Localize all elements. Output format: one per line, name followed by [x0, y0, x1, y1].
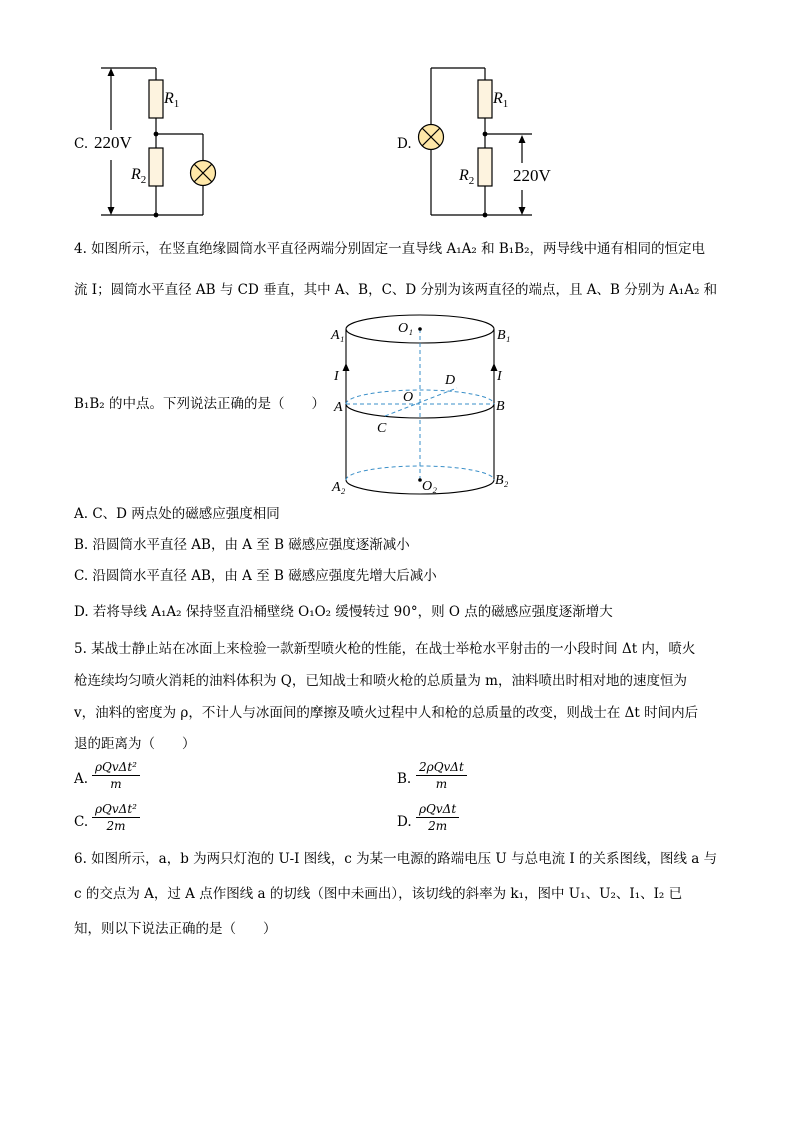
- q5-stem-line2: 枪连续均匀喷火消耗的油料体积为 Q，已知战士和喷火枪的总质量为 m，油料喷出时相对地的速度恒为: [74, 673, 687, 689]
- q4-stem-line1: 4. 如图所示，在竖直绝缘圆筒水平直径两端分别固定一直导线 A₁A₂ 和 B₁B₂，两导线中通有相同的恒定电: [74, 241, 706, 257]
- q4-option-c: C. 沿圆筒水平直径 AB，由 A 至 B 磁感应强度先增大后减小: [74, 568, 437, 584]
- resistor-r1: [149, 80, 163, 118]
- q5-option-a-denominator: m: [110, 777, 122, 791]
- q5-stem-line3: v，油料的密度为 ρ，不计人与冰面间的摩擦及喷火过程中人和枪的总质量的改变，则战士在 Δt 时间内后: [74, 705, 699, 721]
- label-d: D: [445, 373, 456, 388]
- label-a2: A₂: [332, 480, 346, 495]
- q6-stem-line2: c 的交点为 A，过 A 点作图线 a 的切线（图中未画出），该切线的斜率为 k₁，图中 U₁、U₂、I₁、I₂ 已: [74, 886, 683, 902]
- q5-option-a-numerator: ρQvΔt²: [92, 760, 140, 776]
- circuit-d-voltage: 220V: [513, 166, 551, 185]
- q5-option-c-label: C.: [74, 814, 89, 830]
- q5-option-d-numerator: ρQvΔt: [416, 802, 459, 818]
- q5-stem-line4: 退的距离为（ ）: [74, 736, 196, 752]
- q6-stem-line3: 知，则以下说法正确的是（ ）: [74, 921, 277, 937]
- q5-option-b-fraction: [416, 760, 467, 791]
- circuit-d: [410, 60, 560, 225]
- circuit-c-option-label: C.: [74, 136, 89, 152]
- q4-option-a: A. C、D 两点处的磁感应强度相同: [74, 506, 280, 522]
- resistor-r2: [478, 148, 492, 186]
- r2-label: $R_2$: [131, 166, 147, 186]
- label-i-left: I: [334, 369, 339, 384]
- circuit-c-voltage: 220V: [94, 133, 132, 152]
- q5-option-c-denominator: 2m: [106, 819, 126, 833]
- q5-stem-line1: 5. 某战士静止站在冰面上来检验一款新型喷火枪的性能，在战士举枪水平射击的一小段时间 Δt 内，喷火: [74, 641, 696, 657]
- q6-stem-line1: 6. 如图所示，a，b 为两只灯泡的 U-I 图线，c 为某一电源的路端电压 U 与总电流 I 的关系图线，图线 a 与: [74, 851, 718, 867]
- q5-option-b-denominator: m: [435, 777, 448, 791]
- q5-option-b-numerator: 2ρQvΔt: [416, 760, 467, 776]
- q4-option-d: D. 若将导线 A₁A₂ 保持竖直沿桶壁绕 O₁O₂ 缓慢转过 90°，则 O 点的磁感应强度逐渐增大: [74, 604, 613, 620]
- circuit-d-diagram: [410, 60, 560, 225]
- label-a1: A₁: [331, 328, 345, 343]
- r1-label: $R_1$: [164, 90, 180, 110]
- q5-option-d-denominator: 2m: [428, 819, 448, 833]
- q5-option-a-fraction: [92, 760, 140, 791]
- q4-option-b: B. 沿圆筒水平直径 AB，由 A 至 B 磁感应强度逐渐减小: [74, 537, 410, 553]
- r1-label: $R_1$: [493, 90, 509, 110]
- label-i-right: I: [497, 369, 502, 384]
- q5-option-d-label: D.: [397, 814, 412, 830]
- label-b2: B₂: [495, 473, 509, 488]
- label-o1: O₁: [398, 321, 413, 336]
- lamp-icon: [191, 161, 216, 186]
- label-b: B: [496, 399, 505, 414]
- lamp-icon: [419, 125, 444, 150]
- q5-option-c-numerator: ρQvΔt²: [92, 802, 140, 818]
- cylinder-figure: [325, 310, 525, 500]
- q5-option-d-fraction: [416, 802, 459, 833]
- label-b1: B₁: [497, 328, 511, 343]
- resistor-r1: [478, 80, 492, 118]
- label-o2: O₂: [422, 479, 437, 494]
- q5-option-b-label: B.: [397, 771, 412, 787]
- q5-option-c-fraction: [92, 802, 140, 833]
- r2-label: $R_2$: [459, 167, 475, 187]
- circuit-d-option-label: D.: [397, 136, 412, 152]
- label-a: A: [334, 400, 343, 415]
- q4-stem-line2: 流 I；圆筒水平直径 AB 与 CD 垂直，其中 A、B，C、D 分别为该两直径的端点，且 A、B 分别为 A₁A₂ 和: [74, 282, 718, 298]
- q4-stem-line3: B₁B₂ 的中点。下列说法正确的是（ ）: [74, 396, 325, 412]
- label-o: O: [403, 390, 414, 405]
- label-c: C: [377, 421, 387, 436]
- resistor-r2: [149, 148, 163, 186]
- cylinder-diagram: [325, 310, 525, 500]
- q5-option-a-label: A.: [74, 771, 89, 787]
